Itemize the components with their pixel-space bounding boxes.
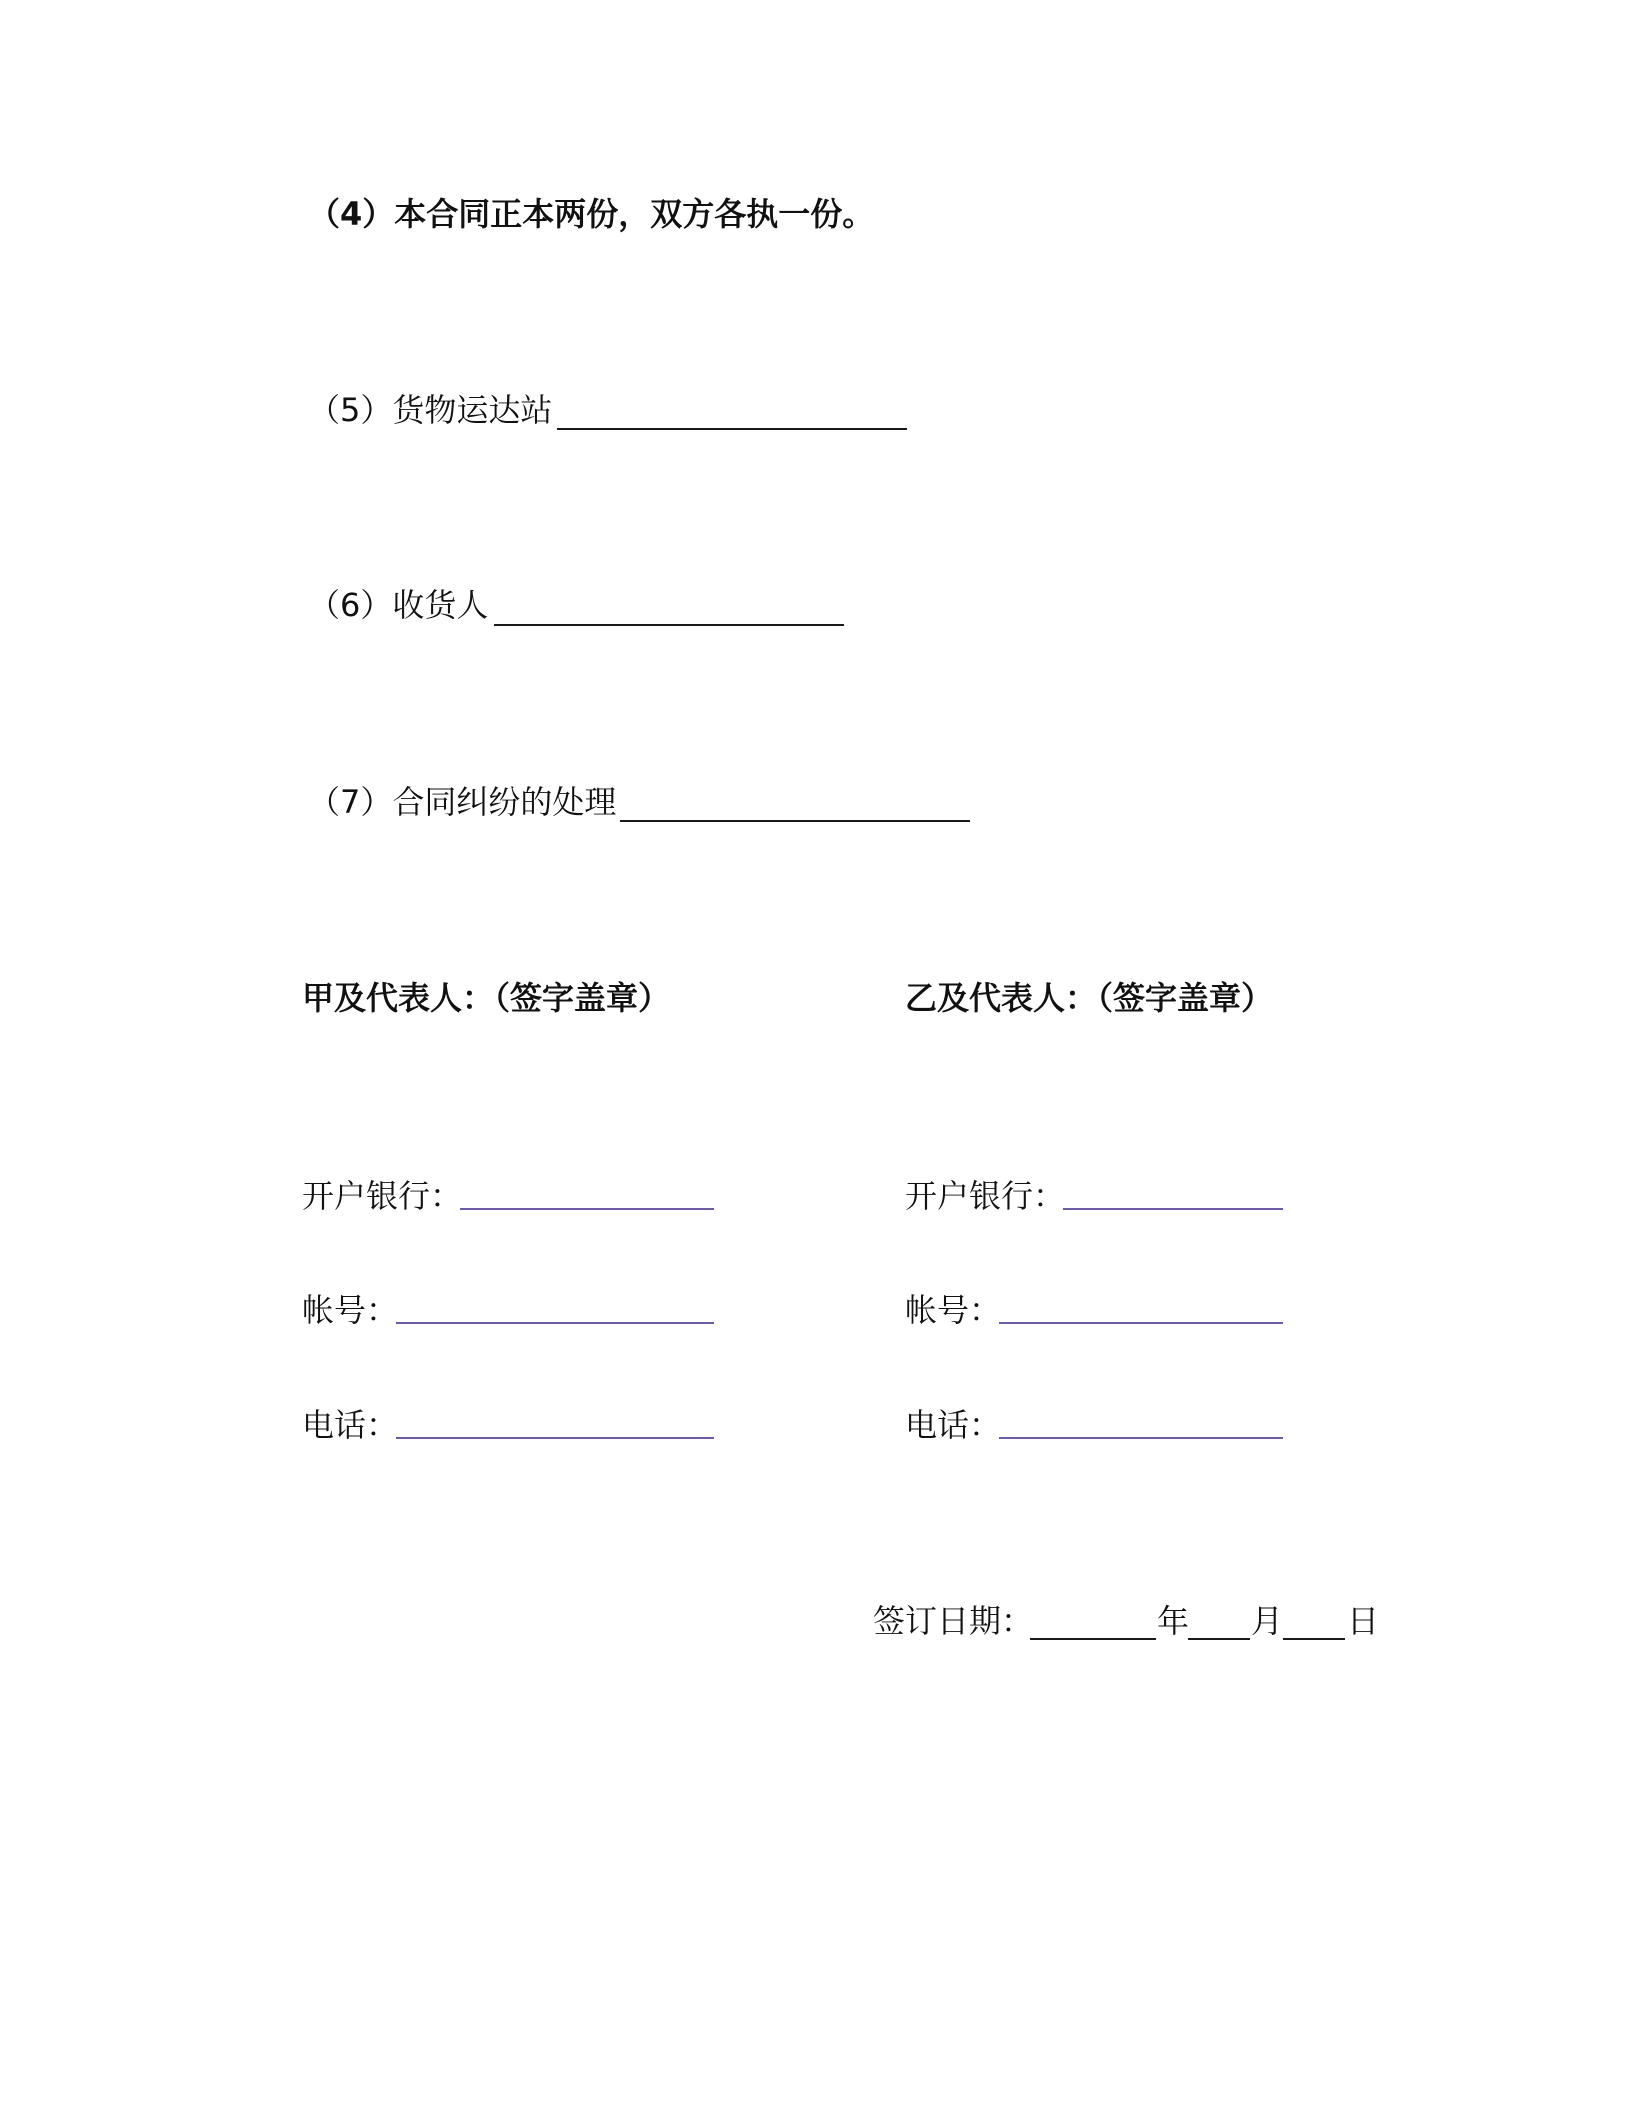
sign-date-month-label: 月 <box>1251 1602 1284 1640</box>
clause-5-blank[interactable] <box>557 428 907 430</box>
party-b-bank-label: 开户银行： <box>905 1177 1066 1215</box>
party-a-phone-label: 电话： <box>302 1406 399 1444</box>
sign-date-day-field[interactable] <box>1283 1638 1345 1640</box>
party-a-representative: 甲及代表人：（签字盖章） <box>302 979 671 1017</box>
party-b-phone-field[interactable] <box>999 1437 1283 1439</box>
sign-date-label: 签订日期： <box>873 1602 1034 1640</box>
party-a-bank-label: 开户银行： <box>302 1177 463 1215</box>
sign-date-day-label: 日 <box>1347 1602 1380 1640</box>
party-a-bank-field[interactable] <box>460 1208 714 1210</box>
party-b-phone-label: 电话： <box>905 1406 1002 1444</box>
clause-4: （4）本合同正本两份，双方各执一份。 <box>308 195 875 233</box>
clause-5-label: （5）货物运达站 <box>308 391 553 429</box>
party-b-account-field[interactable] <box>999 1322 1283 1324</box>
party-a-account-label: 帐号： <box>302 1291 399 1329</box>
clause-7-blank[interactable] <box>620 820 970 822</box>
party-b-account-label: 帐号： <box>905 1291 1002 1329</box>
party-a-account-field[interactable] <box>396 1322 714 1324</box>
clause-7-label: （7）合同纠纷的处理 <box>308 783 617 821</box>
sign-date-year-label: 年 <box>1157 1602 1190 1640</box>
sign-date-month-field[interactable] <box>1188 1638 1250 1640</box>
party-b-bank-field[interactable] <box>1063 1208 1283 1210</box>
clause-6-blank[interactable] <box>494 624 844 626</box>
party-b-representative: 乙及代表人：（签字盖章） <box>905 979 1274 1017</box>
party-a-phone-field[interactable] <box>396 1437 714 1439</box>
clause-6-label: （6）收货人 <box>308 586 489 624</box>
sign-date-year-field[interactable] <box>1030 1638 1156 1640</box>
